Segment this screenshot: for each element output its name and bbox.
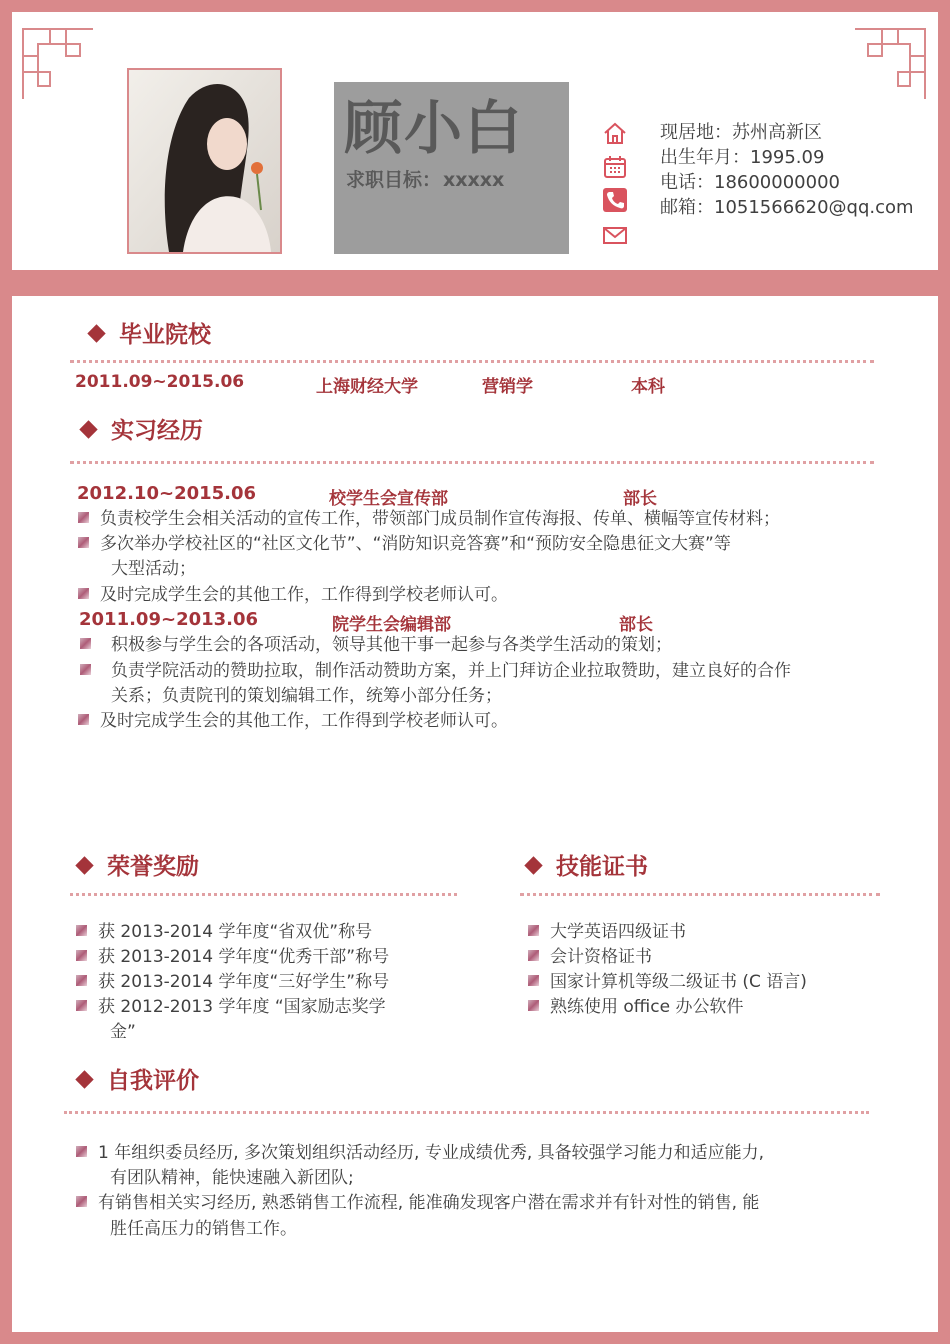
bullet-icon [528, 950, 539, 961]
section-divider [70, 461, 874, 464]
list-item: 获 2013-2014 学年度“三好学生”称号 [76, 970, 389, 995]
list-item-continued: 有团队精神，能快速融入新团队; [110, 1168, 354, 1188]
calendar-icon [602, 154, 628, 180]
bullet-icon [80, 638, 91, 649]
job-1-period: 2012.10~2015.06 [77, 483, 257, 504]
list-item: 多次举办学校社区的“社区文化节”、“消防知识竞答赛”和“预防安全隐患征文大赛”等 [78, 532, 731, 557]
profile-photo [127, 68, 282, 254]
phone-icon [602, 187, 628, 213]
contact-email: 邮箱：1051566620@qq.com [660, 197, 914, 218]
list-item: 获 2013-2014 学年度“省双优”称号 [76, 920, 372, 945]
job-target-value: xxxxx [443, 169, 505, 191]
list-item: 会计资格证书 [528, 945, 652, 970]
list-item: 国家计算机等级二级证书 (C 语言) [528, 970, 807, 995]
job-2-org: 院学生会编辑部 [332, 615, 451, 635]
frame-tab-right [938, 270, 950, 296]
section-title-education: 毕业院校 [90, 316, 211, 349]
list-item: 获 2013-2014 学年度“优秀干部”称号 [76, 945, 389, 970]
education-school: 上海财经大学 [316, 377, 418, 397]
candidate-name: 顾小白 [344, 94, 525, 162]
contact-birth: 出生年月：1995.09 [660, 147, 825, 168]
bullet-icon [78, 512, 89, 523]
bullet-icon [76, 1000, 87, 1011]
section-divider [520, 893, 880, 896]
job-2-period: 2011.09~2013.06 [79, 609, 259, 630]
list-item-continued: 大型活动； [111, 559, 196, 579]
mail-icon [602, 222, 628, 248]
list-item: 积极参与学生会的各项活动，领导其他干事一起参与各类学生活动的策划； [80, 633, 672, 658]
section-divider [70, 893, 457, 896]
section-title-internship: 实习经历 [82, 412, 203, 445]
bullet-icon [76, 975, 87, 986]
corner-ornament-icon [854, 28, 926, 100]
list-item: 熟练使用 office 办公软件 [528, 995, 743, 1020]
section-title-skills: 技能证书 [527, 848, 648, 881]
frame-tab-left [0, 270, 12, 296]
list-item-continued: 金” [110, 1022, 136, 1042]
list-item: 大学英语四级证书 [528, 920, 686, 945]
bullet-icon [76, 1146, 87, 1157]
list-item-continued: 胜任高压力的销售工作。 [110, 1219, 297, 1239]
list-item: 有销售相关实习经历, 熟悉销售工作流程, 能准确发现客户潜在需求并有针对性的销售, 能 [76, 1191, 759, 1216]
section-title-honors: 荣誉奖励 [78, 848, 199, 881]
contact-address: 现居地：苏州高新区 [660, 122, 822, 143]
list-item: 1 年组织委员经历, 多次策划组织活动经历, 专业成绩优秀, 具备较强学习能力和适应能力, [76, 1141, 764, 1166]
job-target [346, 165, 504, 192]
section-divider [70, 360, 874, 363]
bullet-icon [78, 537, 89, 548]
diamond-icon [524, 856, 542, 874]
list-item: 获 2012-2013 学年度 “国家励志奖学 [76, 995, 386, 1020]
section-title-self-eval: 自我评价 [78, 1062, 199, 1095]
list-item: 负责校学生会相关活动的宣传工作，带领部门成员制作宣传海报、传单、横幅等宣传材料； [78, 507, 780, 532]
diamond-icon [79, 420, 97, 438]
list-item-continued: 关系；负责院刊的策划编辑工作，统筹小部分任务； [111, 686, 502, 706]
bullet-icon [528, 975, 539, 986]
bullet-icon [78, 714, 89, 725]
contact-phone: 电话：18600000000 [660, 172, 840, 193]
diamond-icon [75, 1070, 93, 1088]
bullet-icon [528, 1000, 539, 1011]
diamond-icon [87, 324, 105, 342]
education-major: 营销学 [482, 377, 533, 397]
section-divider [64, 1111, 869, 1114]
bullet-icon [76, 925, 87, 936]
corner-ornament-icon [22, 28, 94, 100]
bullet-icon [76, 950, 87, 961]
bullet-icon [80, 664, 91, 675]
list-item: 负责学院活动的赞助拉取，制作活动赞助方案，并上门拜访企业拉取赞助，建立良好的合作 [80, 659, 791, 684]
education-period: 2011.09~2015.06 [75, 372, 245, 392]
job-2-role: 部长 [619, 615, 653, 635]
list-item: 及时完成学生会的其他工作，工作得到学校老师认可。 [78, 709, 508, 734]
job-1-role: 部长 [623, 489, 657, 509]
job-target-label: 求职目标： [346, 169, 442, 191]
home-icon [602, 120, 628, 146]
list-item: 及时完成学生会的其他工作，工作得到学校老师认可。 [78, 583, 508, 608]
job-1-org: 校学生会宣传部 [329, 489, 448, 509]
diamond-icon [75, 856, 93, 874]
bullet-icon [76, 1196, 87, 1207]
bullet-icon [78, 588, 89, 599]
bullet-icon [528, 925, 539, 936]
education-degree: 本科 [631, 377, 665, 397]
